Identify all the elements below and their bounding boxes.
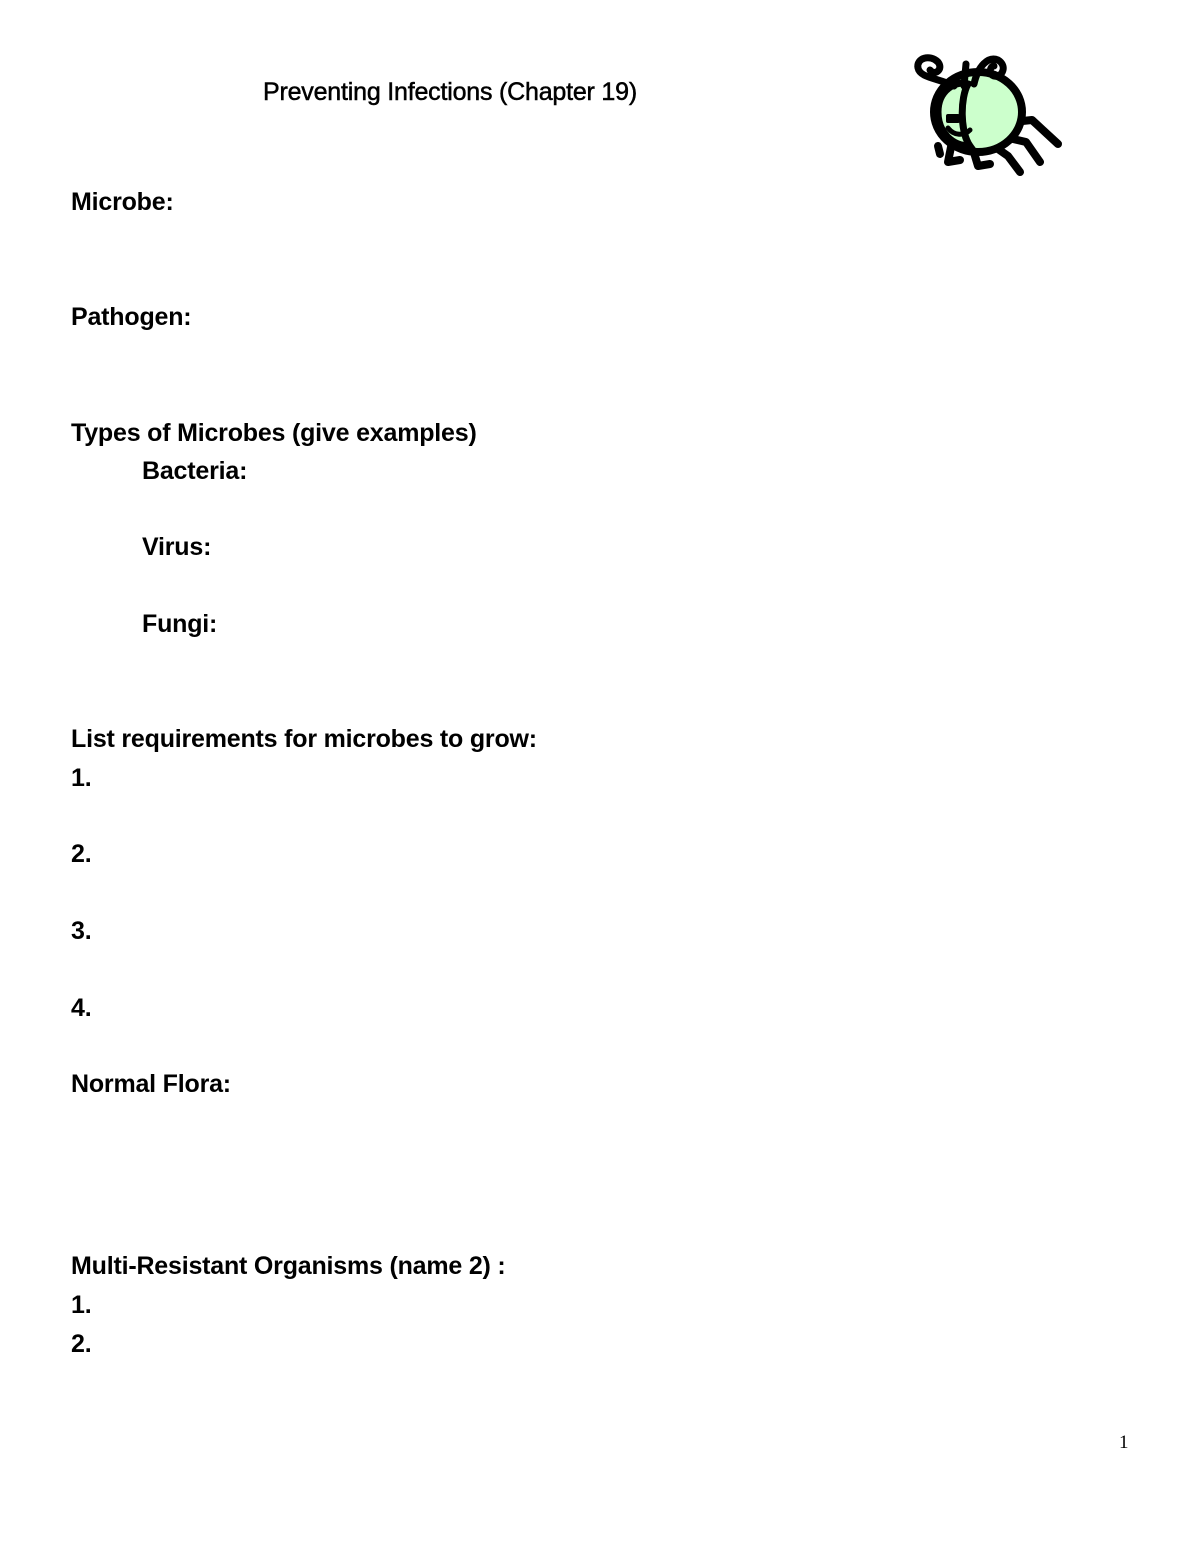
requirement-item-1: 1. [71, 764, 92, 792]
bacteria-label: Bacteria: [142, 457, 248, 485]
requirement-item-2: 2. [71, 840, 92, 868]
normal-flora-label: Normal Flora: [71, 1070, 231, 1098]
page-title: Preventing Infections (Chapter 19) [263, 78, 637, 106]
requirement-item-4: 4. [71, 994, 92, 1022]
requirements-heading: List requirements for microbes to grow: [71, 725, 537, 753]
page-number: 1 [1119, 1432, 1129, 1453]
virus-label: Virus: [142, 533, 212, 561]
bug-icon [908, 50, 1073, 178]
mro-item-2: 2. [71, 1330, 92, 1358]
mro-heading: Multi-Resistant Organisms (name 2) : [71, 1252, 506, 1280]
types-of-microbes-heading: Types of Microbes (give examples) [71, 419, 477, 447]
pathogen-label: Pathogen: [71, 303, 192, 331]
microbe-label: Microbe: [71, 188, 174, 216]
requirement-item-3: 3. [71, 917, 92, 945]
fungi-label: Fungi: [142, 610, 218, 638]
mro-item-1: 1. [71, 1291, 92, 1319]
